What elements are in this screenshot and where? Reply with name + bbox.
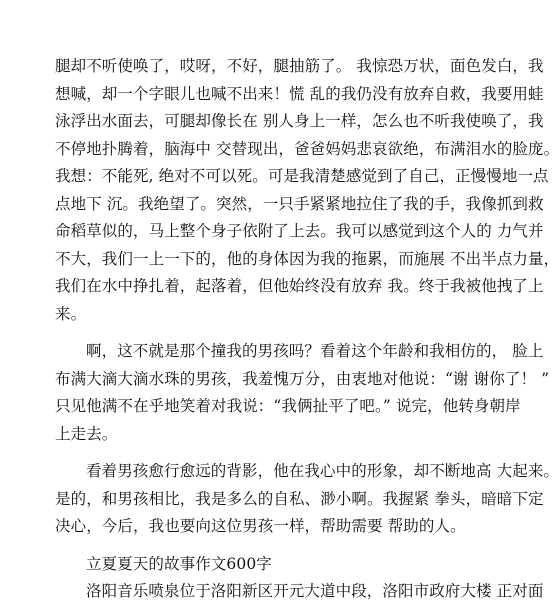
paragraph-1 xyxy=(55,53,559,328)
section-heading: 立夏夏天的故事作文600字 xyxy=(86,554,272,573)
text-line: 我们在水中挣扎着，起落着，但他始终没有放弃 我。终于我被他拽了上 xyxy=(55,277,544,295)
text-line: 不停地扑腾着，脑海中 交替现出，爸爸妈妈悲哀欲绝，布满泪水的脸庞。 xyxy=(55,139,559,158)
text-line: 不大，我们一上一下的，他的身体因为我的拖累，而施展 不出半点力量， xyxy=(55,249,559,268)
text-line: 是的，和男孩相比，我是多么的自私、渺小啊。我握紧 拳头，暗暗下定 xyxy=(55,489,544,508)
paragraph-spacer xyxy=(55,328,450,338)
text-line: 点地下 沉。我绝望了。突然，一只手紧紧地拉住了我的手，我像抓到救 xyxy=(55,194,544,213)
paragraph-2 xyxy=(55,338,550,448)
paragraph-spacer xyxy=(55,541,450,551)
paragraph-3 xyxy=(55,458,559,541)
document-body xyxy=(55,53,559,606)
text-line: 啊，这不就是那个撞我的男孩吗？看着这个年龄和我相仿的， 脸上 xyxy=(86,342,544,360)
text-line: 来。 xyxy=(55,304,87,323)
text-line: 想喊，却一个字眼儿也喊不出来！慌 乱的我仍没有放弃自救，我要用蛙 xyxy=(55,84,544,103)
text-line: 看着男孩愈行愈远的背影，他在我心中的形象，却不断地高 大起来。 xyxy=(86,462,559,480)
paragraph-spacer xyxy=(55,448,450,458)
text-line: 泳浮出水面去，可腿却像长在 别人身上一样，怎么也不听我使唤了，我 xyxy=(55,112,544,130)
text-line: 腿却不听使唤了，哎呀，不好，腿抽筋了。 我惊恐万状，面色发白，我 xyxy=(55,57,544,75)
text-line: 命稻草似的，马上整个身子依附了上去。我可以感觉到这个人的 力气并 xyxy=(55,222,544,240)
paragraph-4 xyxy=(55,578,544,606)
text-line: 上走去。 xyxy=(55,424,118,443)
text-line: 我想：不能死, 绝对不可以死。可是我清楚感觉到了自己，正慢慢地一点 xyxy=(55,167,549,185)
text-line: 决心，今后，我也要向这位男孩一样，帮助需要 帮助的人。 xyxy=(55,517,466,535)
text-line: 布满大滴大滴水珠的男孩，我羞愧万分，由衷地对他说：“谢 谢你了！ ” xyxy=(55,369,550,388)
text-line: 洛阳音乐喷泉位于洛阳新区开元大道中段，洛阳市政府大楼 正对面 xyxy=(86,582,544,600)
text-line: 只见他满不在乎地笑着对我说：“我俩扯平了吧。” 说完，他转身朝岸 xyxy=(55,397,521,415)
